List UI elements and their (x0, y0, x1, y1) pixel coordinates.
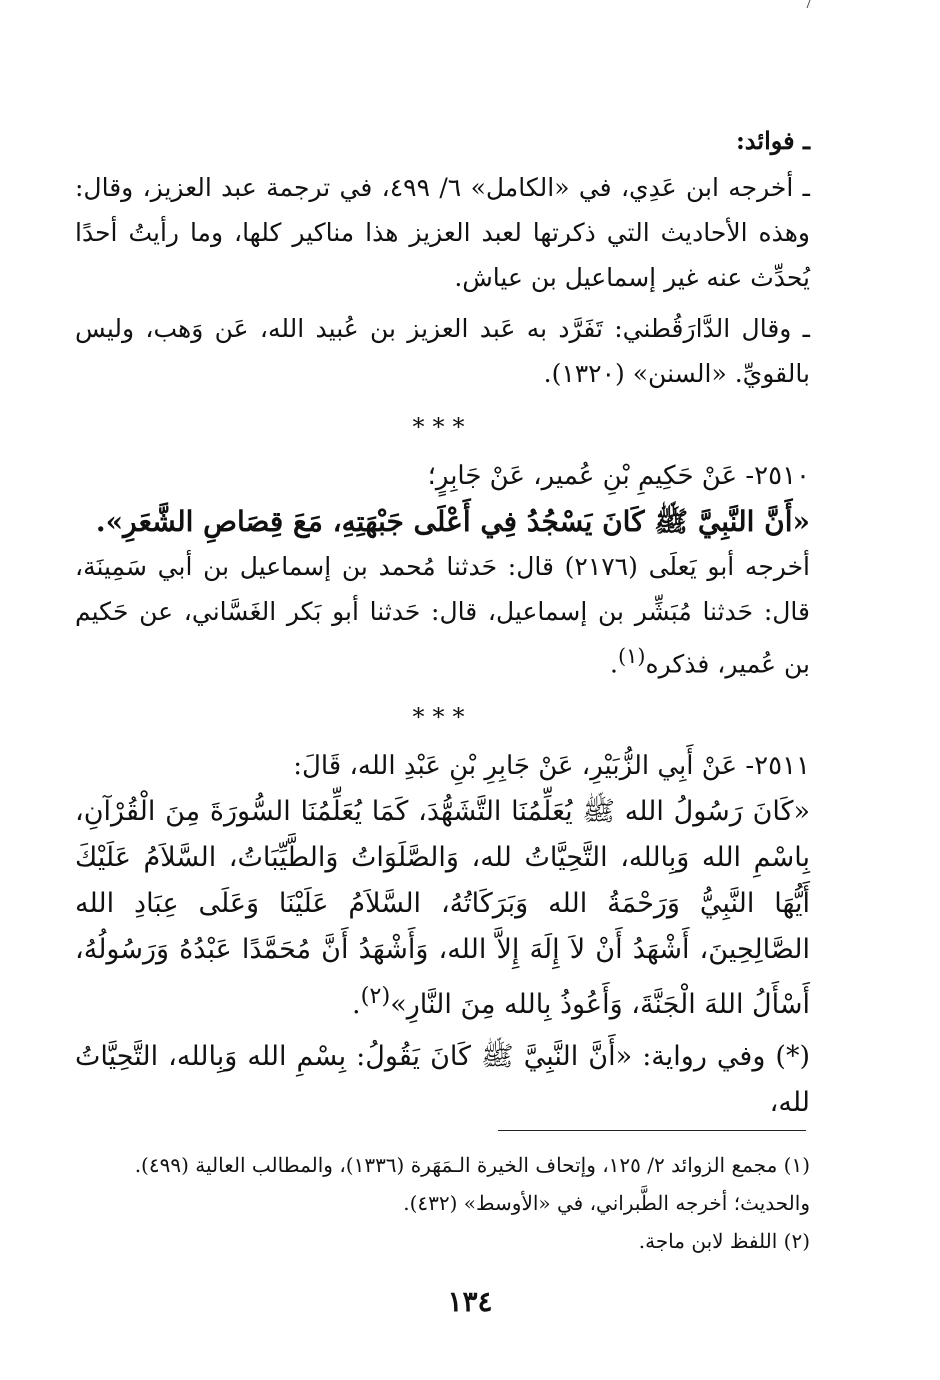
hadith-2511-header: ٢٥١١- عَنْ أَبِي الزُّبَيْرِ، عَنْ جَابِرِ بْنِ عَبْدِ الله، قَالَ: (293, 751, 810, 782)
section-separator: *** (412, 413, 473, 441)
hadith-2511-riwaya: (*) وفي رواية: «أَنَّ النَّبِيَّ ﷺ كَانَ يَقُولُ: بِسْمِ الله وَبِالله، التَّحِيَّاتُ لله، (75, 1041, 810, 1119)
footnote-ref: (١) (618, 644, 646, 668)
benefits-heading: ـ فوائد: (735, 126, 810, 155)
sentence-end: . (610, 649, 618, 679)
footnote-item: (١) مجمع الزوائد ٢/ ١٢٥، وإتحاف الخيرة الـمَهَرة (١٣٣٦)، والمطالب العالية (٤٩٩). (134, 1153, 810, 1177)
takhrij-text: أخرجه أبو يَعلَى (٢١٧٦) قال: حَدثنا مُحمد بن إسماعيل بن أبي سَمِينَة، قال: حَدثنا مُبَشِّر بن إسماعيل، قال: حَدثنا أبو بَكر الغَسَّاني، عن حَكيم بن عُمير، فذكره (75, 552, 810, 679)
scan-mark (807, 0, 817, 8)
matn-text: «كَانَ رَسُولُ الله ﷺ يُعَلِّمُنَا التَّشَهُّدَ، كَمَا يُعَلِّمُنَا السُّورَةَ مِنَ الْقُرْآنِ، بِاسْمِ الله وَبِالله، التَّحِيَّاتُ لله، وَالصَّلَوَاتُ وَالطَّيِّبَاتُ، السَّلاَمُ عَلَيْكَ أَيُّهَا النَّبِيُّ وَرَحْمَةُ الله وَبَرَكَاتُهُ، السَّلاَمُ عَلَيْنَا وَعَلَى عِبَادِ الله الصَّالِحِينَ، أَشْهَدُ أَنْ لاَ إِلَهَ إِلاَّ الله، وَأَشْهَدُ أَنَّ مُحَمَّدًا عَبْدُهُ وَرَسُولُهُ، أَسْأَلُ اللهَ الْجَنَّةَ، وَأَعُوذُ بِالله مِنَ النَّارِ» (75, 796, 810, 1021)
section-separator: *** (412, 703, 473, 732)
hadith-2510-matn: «أَنَّ النَّبِيَّ ﷺ كَانَ يَسْجُدُ فِي أَعْلَى جَبْهَتِهِ، مَعَ قِصَاصِ الشَّعَرِ». (95, 505, 810, 538)
hadith-2511-matn (75, 789, 810, 1028)
hadith-2510-header: ٢٥١٠- عَنْ حَكِيمِ بْنِ عُمير، عَنْ جَابِرٍ؛ (427, 461, 810, 491)
hadith-2510-takhrij (75, 544, 810, 686)
page-number: ١٣٤ (447, 1285, 493, 1318)
footnote-divider (498, 1130, 806, 1131)
sentence-end: . (351, 989, 361, 1021)
benefit-paragraph: ـ وقال الدَّارَقُطني: تَفَرَّد به عَبد العزيز بن عُبيد الله، عَن وَهب، وليس بالقويِّ. «السنن» (١٣٢٠). (75, 314, 810, 388)
main-text (75, 118, 810, 1126)
footnote-ref: (٢) (360, 983, 391, 1010)
benefit-paragraph: ـ أخرجه ابن عَدِي، في «الكامل» ٦/ ٤٩٩، في ترجمة عبد العزيز، وقال: وهذه الأحاديث التي ذكرتها لعبد العزيز هذا مناكير كلها، وما رأيتُ أحدًا يُحدِّث عنه غير إسماعيل بن عياش. (75, 173, 811, 292)
footnote-item: (٢) اللفظ لابن ماجة. (638, 1229, 810, 1253)
footnote-item: والحديث؛ أخرجه الطَّبراني، في «الأوسط» (٤٣٢). (403, 1191, 810, 1215)
footnotes (75, 1146, 810, 1260)
